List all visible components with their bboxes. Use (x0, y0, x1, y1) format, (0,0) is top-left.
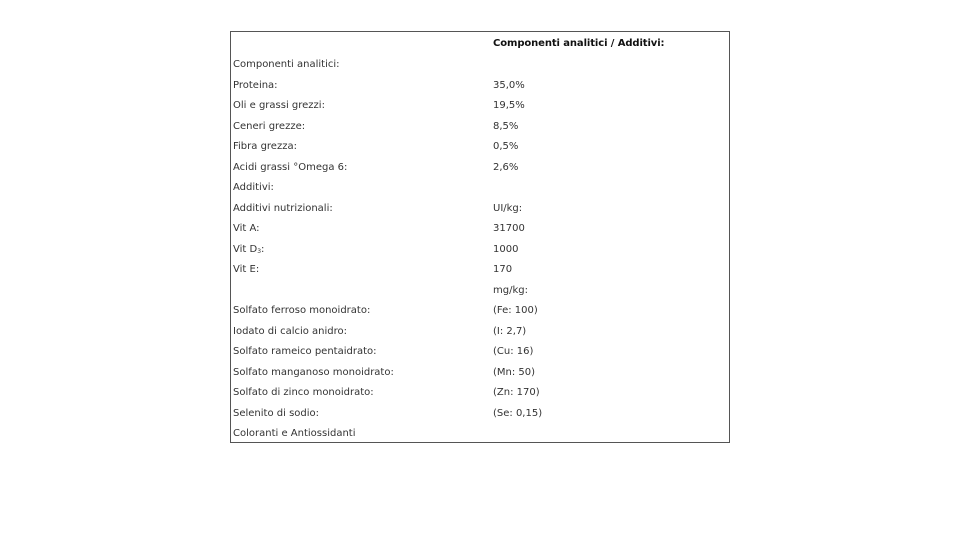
row-label: Ceneri grezze: (233, 120, 306, 132)
row-value: UI/kg: (493, 202, 523, 214)
row-label: Solfato rameico pentaidrato: (233, 346, 377, 357)
row-value: 170 (493, 264, 513, 275)
table-row (231, 137, 729, 158)
row-label: Componenti analitici: (233, 59, 340, 70)
row-value: (Zn: 170) (493, 387, 540, 398)
table-row (231, 342, 729, 363)
row-value: 19,5% (493, 100, 525, 111)
table-row (231, 96, 729, 117)
table-row (231, 404, 729, 425)
row-value: 35,0% (493, 79, 525, 91)
row-value: (Mn: 50) (493, 366, 536, 378)
row-label-main: Vit D (233, 243, 258, 255)
row-label: Vit E: (233, 264, 260, 275)
row-label: Vit A: (233, 223, 260, 234)
table-row (231, 199, 729, 220)
table-row (231, 281, 729, 302)
row-label-subscript: 3 (257, 247, 262, 255)
row-label: Selenito di sodio: (233, 407, 320, 419)
table-row (231, 240, 729, 261)
table-row (231, 117, 729, 138)
table-row (231, 322, 729, 343)
table-row (231, 363, 729, 384)
row-value: (Fe: 100) (493, 305, 538, 316)
table-row (231, 260, 729, 281)
row-label: Iodato di calcio anidro: (233, 325, 348, 337)
row-value: 2,6% (493, 161, 519, 173)
row-label-suffix: : (261, 243, 265, 255)
row-value: (Se: 0,15) (493, 407, 543, 419)
row-value: 0,5% (493, 141, 519, 152)
table-row (231, 178, 729, 199)
row-value: (Cu: 16) (493, 346, 534, 357)
row-label: Proteina: (233, 79, 278, 91)
row-label (233, 244, 264, 255)
table-header-row (231, 32, 729, 56)
table-row (231, 383, 729, 404)
row-value: 31700 (493, 223, 525, 234)
row-label: Acidi grassi °Omega 6: (233, 161, 348, 173)
row-value: 1000 (493, 243, 519, 255)
row-label: Coloranti e Antiossidanti (233, 428, 356, 439)
table-row (231, 424, 729, 445)
row-label: Fibra grezza: (233, 141, 297, 152)
table-header: Componenti analitici / Additivi: (493, 38, 665, 49)
table-row (231, 55, 729, 76)
row-value: mg/kg: (493, 284, 528, 296)
table-row (231, 301, 729, 322)
row-label: Solfato ferroso monoidrato: (233, 305, 371, 316)
row-label: Additivi: (233, 182, 274, 193)
row-value: (I: 2,7) (493, 325, 527, 337)
table-row (231, 158, 729, 179)
composition-table (230, 31, 730, 443)
row-label: Additivi nutrizionali: (233, 202, 333, 214)
row-value: 8,5% (493, 120, 519, 132)
row-label: Solfato manganoso monoidrato: (233, 366, 394, 378)
row-label: Solfato di zinco monoidrato: (233, 387, 374, 398)
table-row (231, 219, 729, 240)
table-body (231, 55, 729, 445)
table-row (231, 76, 729, 97)
row-label: Oli e grassi grezzi: (233, 100, 325, 111)
